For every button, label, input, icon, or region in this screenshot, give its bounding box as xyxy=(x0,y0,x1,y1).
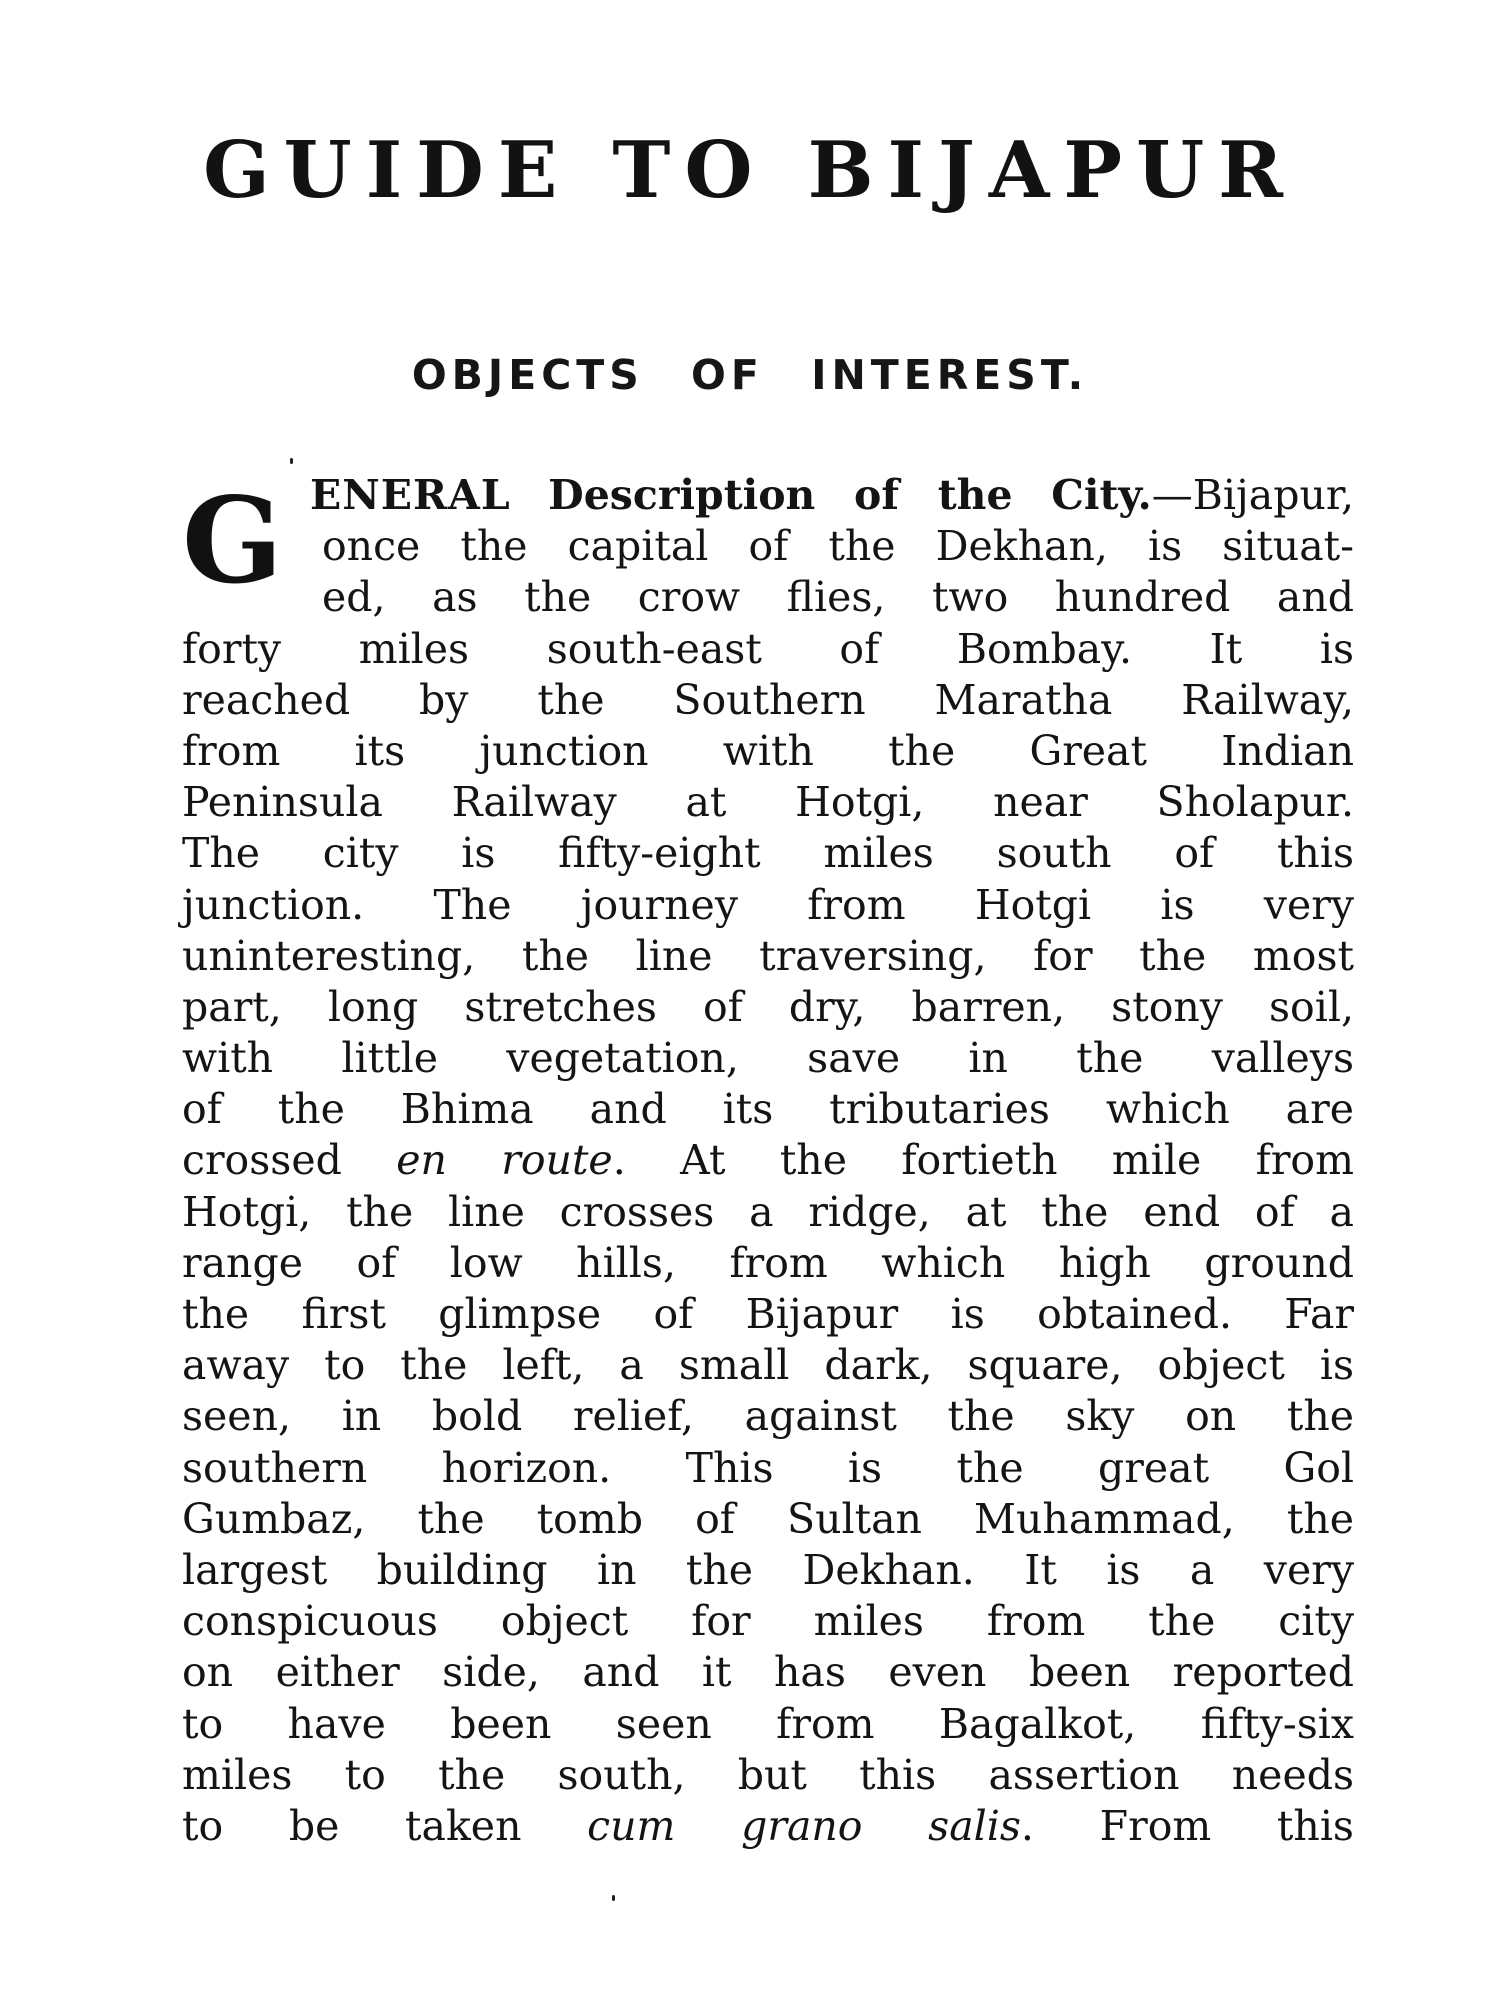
text-line: seen, in bold relief, against the sky on the xyxy=(182,1392,1354,1441)
text-line: conspicuous object for miles from the city xyxy=(182,1597,1354,1646)
text-line: forty miles south-east of Bombay. It is xyxy=(182,624,1354,673)
text-line: on either side, and it has even been reported xyxy=(182,1648,1354,1697)
text-line: the first glimpse of Bijapur is obtained. Far xyxy=(182,1290,1354,1338)
text-line: largest building in the Dekhan. It is a very xyxy=(182,1545,1354,1594)
text-fragment: —Bijapur, xyxy=(1151,471,1354,519)
text-line: part, long stretches of dry, barren, stony soil, xyxy=(182,982,1354,1031)
body-paragraph xyxy=(182,470,1354,1852)
text-fragment: . From this xyxy=(1020,1801,1354,1850)
text-line: Hotgi, the line crosses a ridge, at the end of a xyxy=(182,1187,1354,1236)
print-speck xyxy=(290,458,293,464)
page-title: GUIDE TO BIJAPUR xyxy=(203,125,1297,216)
text-line: southern horizon. This is the great Gol xyxy=(182,1443,1354,1492)
text-line: The city is fifty-eight miles south of this xyxy=(182,829,1354,878)
text-line: with little vegetation, save in the valleys xyxy=(182,1034,1354,1083)
text-line: uninteresting, the line traversing, for the most xyxy=(182,931,1354,980)
text-line: once the capital of the Dekhan, is situat- xyxy=(322,522,1354,571)
text-line: miles to the south, but this assertion needs xyxy=(182,1750,1354,1799)
text-line: away to the left, a small dark, square, object is xyxy=(182,1341,1354,1390)
text-fragment: crossed xyxy=(182,1136,342,1185)
text-line xyxy=(182,1135,1354,1186)
text-line: to have been seen from Bagalkot, fifty-six xyxy=(182,1699,1354,1748)
text-line: from its junction with the Great Indian xyxy=(182,726,1354,775)
print-speck xyxy=(612,1895,615,1901)
section-heading: OBJECTS OF INTEREST. xyxy=(411,351,1089,399)
text-line: of the Bhima and its tributaries which are xyxy=(182,1085,1354,1134)
lead-caps: ENERAL xyxy=(310,471,511,519)
drop-cap: G xyxy=(182,471,283,610)
text-fragment: . At the fortieth mile from xyxy=(612,1136,1354,1185)
text-line: junction. The journey from Hotgi is very xyxy=(182,880,1354,929)
text-line xyxy=(182,470,1354,521)
text-line xyxy=(182,1801,1354,1852)
text-line: Gumbaz, the tomb of Sultan Muhammad, the xyxy=(182,1494,1354,1543)
text-line: ed, as the crow flies, two hundred and xyxy=(322,573,1354,622)
italic-phrase: cum grano salis xyxy=(587,1801,1021,1850)
text-fragment: to be taken xyxy=(182,1801,522,1850)
text-line: reached by the Southern Maratha Railway, xyxy=(182,675,1354,724)
text-line: range of low hills, from which high ground xyxy=(182,1238,1354,1287)
text-line: Peninsula Railway at Hotgi, near Sholapur. xyxy=(182,778,1354,827)
italic-phrase: en route xyxy=(396,1136,613,1185)
lead-bold: Description of the City. xyxy=(548,471,1152,519)
